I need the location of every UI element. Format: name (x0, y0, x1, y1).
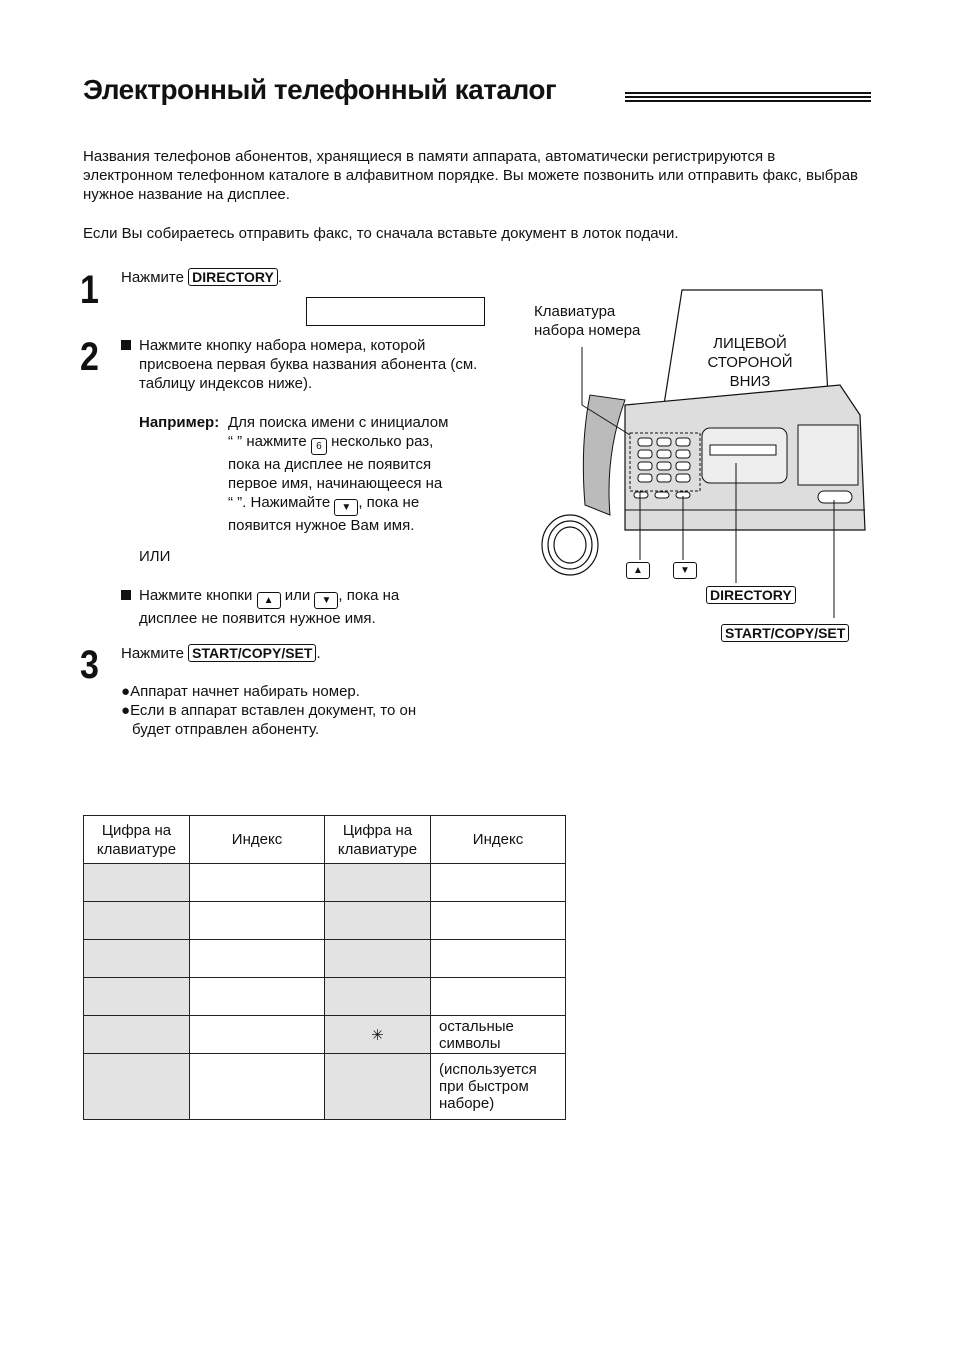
intro-paragraph: Названия телефонов абонентов, хранящиеся в памяти аппарата, автоматически регистрируются в электронном телефонном каталоге в алфавитном порядке. Вы можете позвонить или отправить факс, выбрав нужное название на дисплее. (83, 148, 859, 203)
example-part: “ ” нажмите (228, 433, 307, 450)
step1-text (121, 268, 282, 287)
step3-bullets (121, 682, 481, 739)
keypad-label-line: набора номера (534, 322, 641, 339)
step2-bullet2 (139, 586, 484, 628)
example-line (228, 432, 478, 455)
index-cell: (используется при быстром наборе) (431, 1054, 566, 1120)
step3-bullet-text: Аппарат начнет набирать номер. (130, 683, 360, 700)
step1-end: . (277, 269, 282, 286)
example-part: несколько раз, (331, 433, 434, 450)
directory-key: DIRECTORY (188, 268, 278, 286)
step-number-3: 3 (80, 643, 99, 687)
up-arrow-icon: ▲ (257, 592, 281, 609)
example-label: Например: (139, 414, 220, 431)
down-arrow-icon: ▼ (673, 562, 697, 579)
face-down-line: СТОРОНОЙ (707, 354, 793, 371)
step3-bullet: ●Если в аппарат вставлен документ, то он (121, 702, 417, 719)
keypad-label-line: Клавиатура (534, 303, 616, 320)
keypad-label (534, 302, 640, 340)
bullet-square (121, 586, 137, 605)
bullet2-part: или (284, 587, 311, 604)
table-header: Цифра на клавиатуре (84, 816, 190, 864)
step3-bullet-text: будет отправлен абоненту. (132, 721, 320, 738)
table-header: Индекс (190, 816, 325, 864)
bullet-square (121, 336, 141, 355)
example-line: первое имя, начинающееся на (228, 475, 443, 492)
table-row (84, 1016, 566, 1054)
table-row (84, 1054, 566, 1120)
step3-end: . (316, 645, 321, 662)
up-arrow-icon: ▲ (626, 562, 650, 579)
or-label: ИЛИ (139, 548, 171, 565)
step1-label: Нажмите (121, 269, 184, 286)
table-row (84, 940, 566, 978)
step3-text (121, 644, 321, 663)
bullet2-part: дисплее не появится нужное имя. (139, 610, 376, 627)
index-cell: остальные символы (431, 1016, 566, 1054)
table-header: Цифра на клавиатуре (325, 816, 431, 864)
down-arrow-icon: ▼ (334, 499, 358, 516)
table-row (84, 864, 566, 902)
down-arrow-icon: ▼ (314, 592, 338, 609)
step3-bullet-text: Если в аппарат вставлен документ, то он (130, 702, 417, 719)
step3-bullet: ●Аппарат начнет набирать номер. (121, 683, 360, 700)
step-number-2: 2 (80, 335, 99, 379)
face-down-line: ВНИЗ (729, 373, 771, 390)
table-row (84, 902, 566, 940)
example-line: пока на дисплее не появится (228, 456, 432, 473)
page-title: Электронный телефонный каталог (83, 74, 557, 105)
example-part: , пока не (358, 494, 420, 511)
display-box (306, 297, 485, 326)
example-line: появится нужное Вам имя. (228, 517, 415, 534)
step-number-1: 1 (80, 268, 99, 312)
face-down-label (690, 334, 810, 391)
start-copy-set-key: START/COPY/SET (188, 644, 316, 662)
bullet2-part: Нажмите кнопки (139, 587, 253, 604)
example-line: Для поиска имени с инициалом (228, 414, 449, 431)
key-6: 6 (311, 438, 327, 455)
example-line (228, 493, 478, 516)
directory-label: DIRECTORY (706, 586, 796, 604)
face-down-line: ЛИЦЕВОЙ (713, 335, 787, 352)
example-text (228, 413, 478, 535)
step3-label: Нажмите (121, 645, 184, 662)
step2-bullet1: Нажмите кнопку набора номера, которой присвоена первая буква названия абонента (см. таблицу индексов ниже). (139, 337, 478, 392)
bullet2-part: , пока на (338, 587, 400, 604)
intro-note: Если Вы собираетесь отправить факс, то сначала вставьте документ в лоток подачи. (83, 225, 679, 242)
table-row (84, 978, 566, 1016)
example-part: “ ”. Нажимайте (228, 494, 331, 511)
title-rule (625, 92, 871, 104)
start-copy-set-label: START/COPY/SET (721, 624, 849, 642)
table-header: Индекс (431, 816, 566, 864)
star-key: ✳ (325, 1016, 431, 1054)
index-table (83, 815, 566, 1120)
